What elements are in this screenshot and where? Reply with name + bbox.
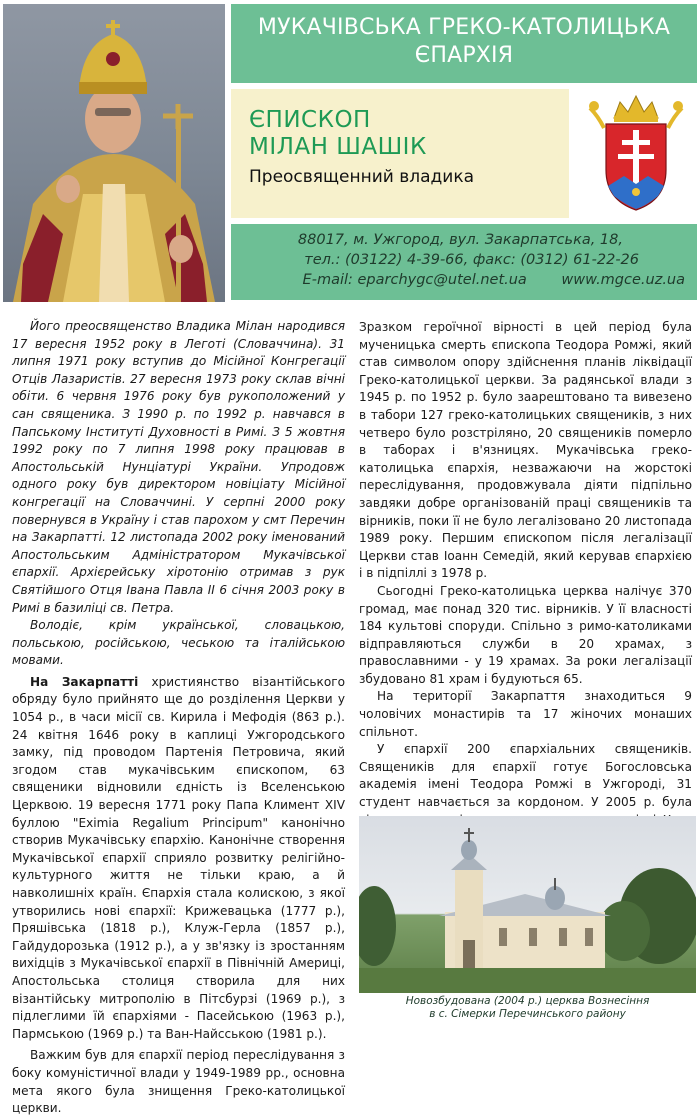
bishop-name-box <box>231 89 569 218</box>
bishop-languages: Володіє, крім української, словацькою, польською, російською, чеською та італійською мовами. <box>12 618 345 668</box>
bishop-portrait <box>3 4 225 302</box>
contact-website[interactable]: www.mgce.uz.ua <box>561 272 685 288</box>
eparchy-banner <box>231 4 697 83</box>
persecution-paragraph: Важким був для єпархії період переслідування з боку комуністичної влади у 1949-1989 рр., основна мета якого була знищення Греко-католицької церкви. <box>12 1048 345 1116</box>
contact-box <box>231 224 697 300</box>
bishop-name: МІЛАН ШАШІК <box>249 134 427 160</box>
history-paragraph <box>12 674 345 1043</box>
contact-phones: тел.: (03122) 4-39-66, факс: (0312) 61-22-26 <box>304 252 639 268</box>
priests-paragraph: У єпархії 200 єпархіальних священиків. Священиків для єпархії готує Богословська академія імені Теодора Ромжі в Ужгороді, 31 студент навчається за кордоном. У 2005 р. була <box>359 742 692 810</box>
monasteries-paragraph: На території Закарпаття знаходиться 9 чоловічих монастирів та 17 жіночих монаших спільнот. <box>359 689 692 739</box>
bishop-title: ЄПИСКОП <box>249 107 371 133</box>
church-photo <box>359 816 696 993</box>
history-text: християнство візантійського обряду було прийнято ще до розділення Церкви у 1054 р., в часи місії св. Кирила і Мефодія (863 р.). 24 квітня 1646 року в каплиці Ужгородського замку, під проводом Партенія Петровича, який згодом став мукачівським єпископом, 63 священики відновили єдність із Вселенською Церквою. 19 вересня 1771 року Папа Климент XIV буллою "Eximia Regalium Principum" канонічно створив Мукачівську єпархію. Канонічне створення Мукачівської єпархії сприяло розвитку релігійно-культурного життя не тільки краю, а й навколишніх країн. Єпархія стала колискою, з якої утворились нові єпархії: Крижевацька (1777 р.), Пряшівська (1818 р.), Клуж-Герла (1857 р.), Гайдудорозька (1912 р.), а у зв'язку із зростанням вихідців з Мукачівської єпархії в Північній Америці, Апостольська столиця створила для них візантійську митрополію в Пітсбурзі (1969 р.), з підлеглими їй єпархіями - Пасейською (1963 р.), Пармською (1969 р.) та Ван-Найсською (1981 р.). <box>12 674 346 1041</box>
martyr-paragraph: Зразком героїчної вірності в цей період була мученицька смерть єпископа Теодора Ромжі, який став символом опору здійснення планів ліквідації Греко-католицької церкви. За радянської влади з 1945 р. по 1952 р. було заарештовано та вивезено в табори 127 греко-католицьких священиків, з них четверо було розстріляно, 20 священиків померло в таборах і в'язницях. Мукачівська греко-католицька єпархія, незважаючи на жорстокі переслідування, продовжувала діяти підпільно завдяки добре організованій праці священиків та вірників, поки її не було легалізовано 20 листопада 1989 року. Першим єпископом після легалізації Церкви став Іоанн Семедій, який керував єпархією і в підпіллі з 1978 р. <box>359 320 692 581</box>
left-column <box>12 318 345 1118</box>
bishop-subtitle: Преосвященний владика <box>249 167 475 187</box>
eparchy-title-line1: МУКАЧІВСЬКА ГРЕКО-КАТОЛИЦЬКА <box>257 15 671 40</box>
today-paragraph: Сьогодні Греко-католицька церква налічує 370 громад, має понад 320 тис. вірників. У її власності 184 культові споруди. Спільно з римо-католиками відправляються служби в 20 храмах, з православними - у 19 храмах. За роки легалізації збудовано 81 храм і будуються 65. <box>359 583 692 686</box>
eparchy-title-line2: ЄПАРХІЯ <box>414 43 514 68</box>
contact-address: 88017, м. Ужгород, вул. Закарпатська, 18, <box>297 232 623 248</box>
bishop-biography: Його преосвященство Владика Мілан народився 17 вересня 1952 року в Леготі (Словаччина). 31 липня 1971 року вступив до Місійної Конгрегації Отців Лазаристів. 27 вересня 1973 року склав вічні обіти. 6 червня 1976 року був рукоположений у сан священика. З 1990 р. по 1992 р. навчався в Папському Інституті Духовності в Римі. З 5 жовтня 1992 року по 7 липня 1998 року працював в Апостольській Нунціатурі України. Упродовж одного року був директором новіціату Місійної конгрегації на Словаччині. У серпні 2000 року повернувся в Україну і став парохом у смт Перечин на Закарпатті. 12 листопада 2002 року іменований Апостольським Адміністратором Мукачівської єпархії. Архієрейську хіротонію отримав з рук Святійшого Отця Івана Павла II 6 січня 2003 року в Римі в базиліці св. Петра. <box>12 319 345 615</box>
contact-email[interactable]: E-mail: eparchygc@utel.net.ua <box>302 272 527 288</box>
photo-caption-line1: Новозбудована (2004 р.) церква Вознесіння <box>405 995 650 1007</box>
photo-caption <box>359 995 696 1021</box>
eparchy-coat-of-arms-icon <box>584 88 688 218</box>
photo-caption-line2: в с. Сімерки Перечинського району <box>429 1008 626 1020</box>
history-lead: На Закарпатті <box>30 674 139 689</box>
contact-online <box>231 270 685 290</box>
